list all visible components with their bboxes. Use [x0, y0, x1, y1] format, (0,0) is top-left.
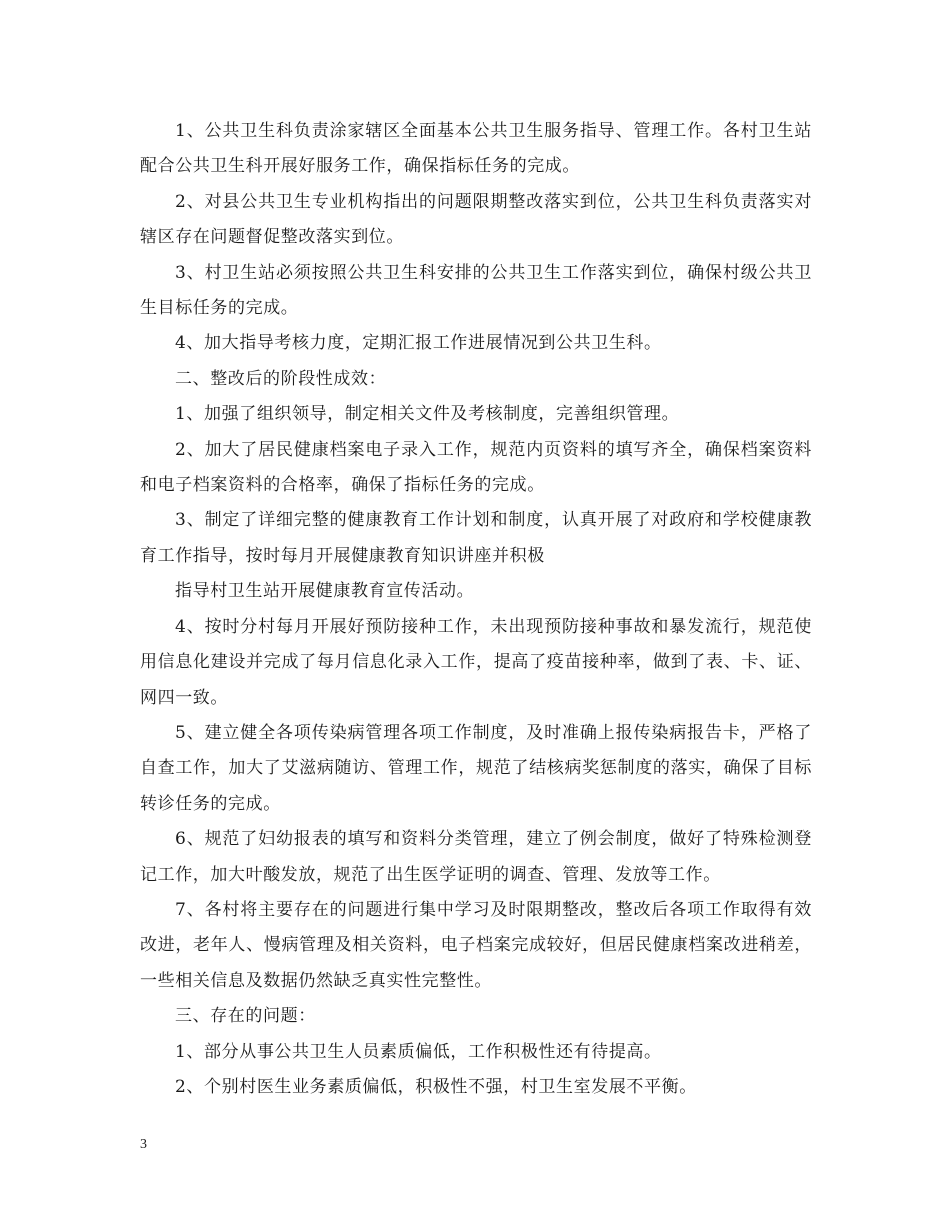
paragraph: 3、制定了详细完整的健康教育工作计划和制度，认真开展了对政府和学校健康教育工作指导，按时每月开展健康教育知识讲座并积极 — [140, 510, 812, 566]
paragraph: 指导村卫生站开展健康教育宣传活动。 — [175, 581, 475, 602]
paragraph: 5、建立健全各项传染病管理各项工作制度，及时准确上报传染病报告卡，严格了自查工作，加大了艾滋病随访、管理工作，规范了结核病奖惩制度的落实，确保了目标转诊任务的完成。 — [140, 722, 812, 814]
paragraph: 6、规范了妇幼报表的填写和资料分类管理，建立了例会制度，做好了特殊检测登记工作，加大叶酸发放，规范了出生医学证明的调查、管理、发放等工作。 — [140, 829, 812, 885]
paragraph: 4、加大指导考核力度，定期汇报工作进展情况到公共卫生科。 — [175, 333, 662, 354]
paragraph: 1、公共卫生科负责涂家辖区全面基本公共卫生服务指导、管理工作。各村卫生站配合公共卫生科开展好服务工作，确保指标任务的完成。 — [140, 121, 812, 177]
paragraph: 2、对县公共卫生专业机构指出的问题限期整改落实到位，公共卫生科负责落实对辖区存在问题督促整改落实到位。 — [140, 191, 812, 248]
section-heading: 二、整改后的阶段性成效： — [175, 368, 387, 389]
document-body — [140, 114, 812, 1105]
paragraph: 2、个别村医生业务素质偏低，积极性不强，村卫生室发展不平衡。 — [175, 1076, 697, 1097]
section-heading: 三、存在的问题： — [175, 1006, 316, 1027]
paragraph: 1、部分从事公共卫生人员素质偏低，工作积极性还有待提高。 — [175, 1041, 662, 1062]
paragraph: 3、村卫生站必须按照公共卫生科安排的公共卫生工作落实到位，确保村级公共卫生目标任务的完成。 — [140, 262, 812, 319]
paragraph: 7、各村将主要存在的问题进行集中学习及时限期整改，整改后各项工作取得有效改进，老年人、慢病管理及相关资料，电子档案完成较好，但居民健康档案改进稍差，一些相关信息及数据仍然缺乏真实性完整性。 — [140, 899, 812, 991]
paragraph: 2、加大了居民健康档案电子录入工作，规范内页资料的填写齐全，确保档案资料和电子档案资料的合格率，确保了指标任务的完成。 — [140, 439, 812, 496]
page-number: 3 — [140, 1137, 147, 1152]
paragraph: 1、加强了组织领导，制定相关文件及考核制度，完善组织管理。 — [175, 404, 680, 425]
paragraph: 4、按时分村每月开展好预防接种工作，未出现预防接种事故和暴发流行，规范使用信息化建设并完成了每月信息化录入工作，提高了疫苗接种率，做到了表、卡、证、网四一致。 — [140, 616, 812, 708]
